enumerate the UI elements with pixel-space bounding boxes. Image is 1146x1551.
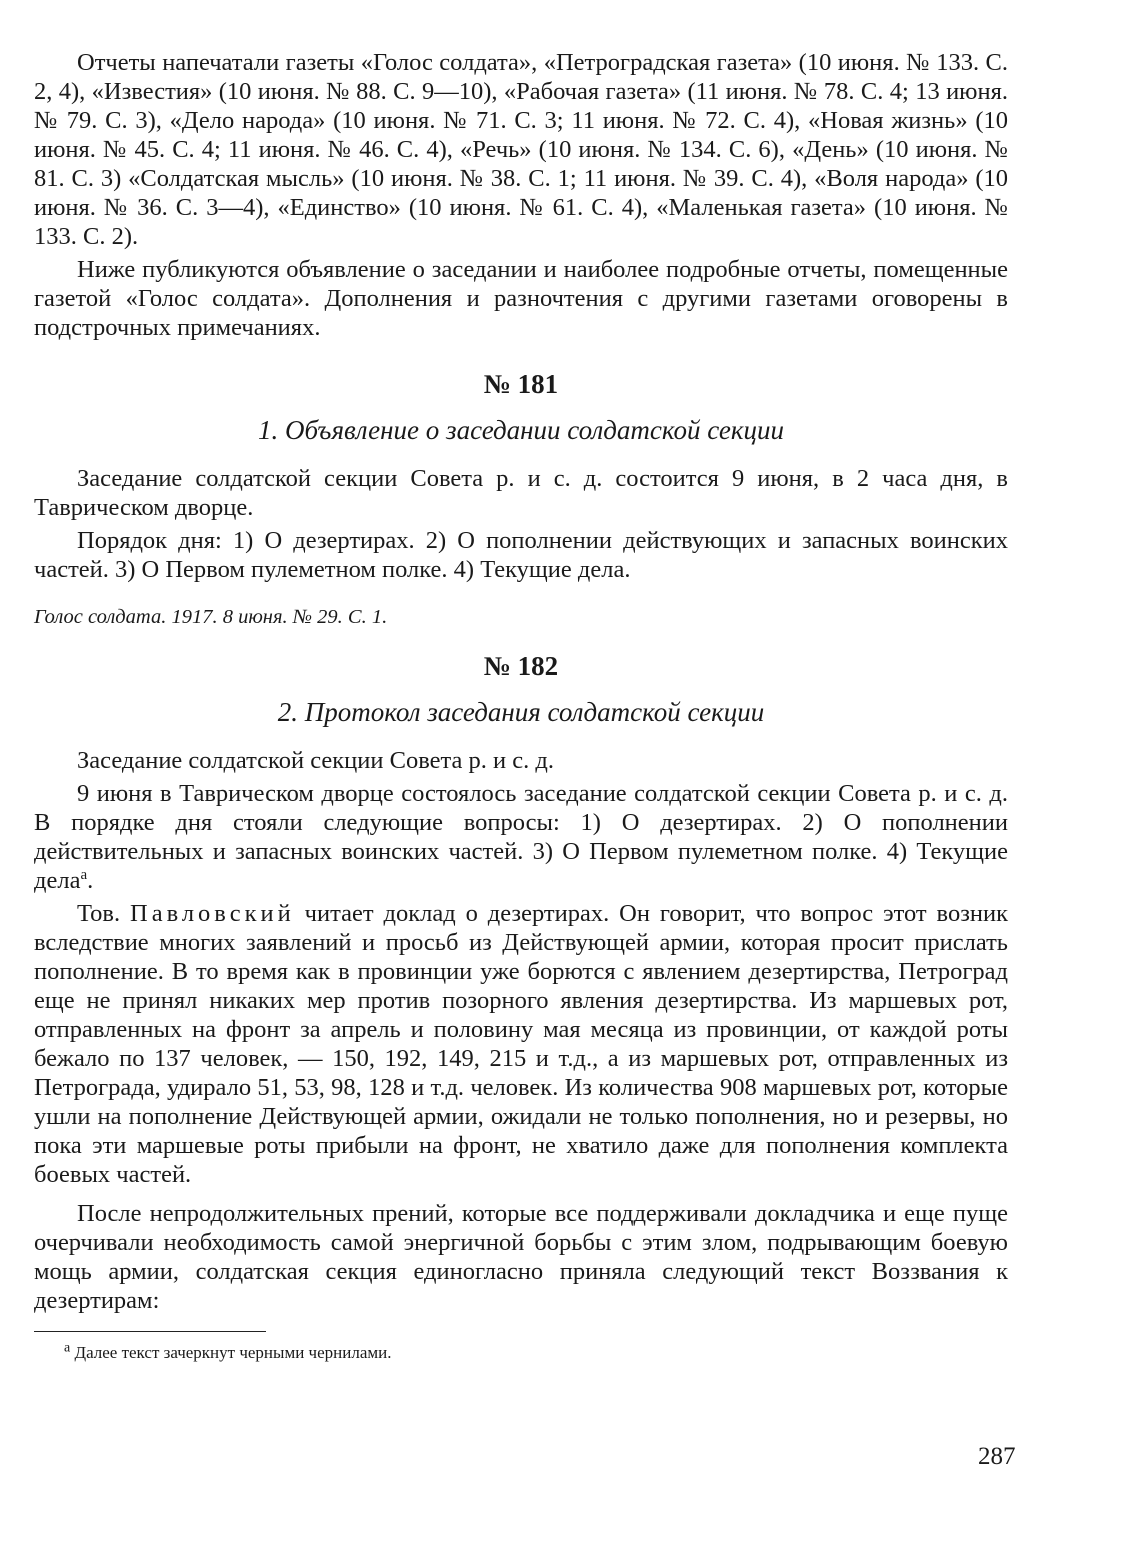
doc-182-paragraph-2: 9 июня в Таврическом дворце состоялось заседание солдатской секции Совета р. и с. д. В порядке дня стояли следующие вопросы: 1) О дезертирах. 2) О пополнении действительных и запасных воинских частей. 3) О Первом пулеметном полке. 4) Текущие дела$^а$. [34, 780, 1008, 894]
doc-182-paragraph-4: После непродолжительных прений, которые все поддерживали докладчика и еще пуще очерчивали необходимость самой энергичной борьбы с этим злом, подрывающим боевую мощь армии, солдатская секция единогласно приняла следующий текст Воззвания к дезертирам: [34, 1200, 1008, 1314]
paragraph-3-rest: читает доклад о дезертирах. Он говорит, что вопрос этот возник вследствие многих заявлений и просьб из Действующей армии, которая просит прислать пополнение. В то время как в провинции уже борются с явлением дезертирства, Петроград еще не принял никаких мер против позорного явления дезертирства. Из маршевых рот, отправленных на фронт за апрель и половину мая месяца из провинции, от каждой роты бежало по 137 человек, — 150, 192, 149, 215 и т.д., а из маршевых рот, отправленных из Петрограда, удирало 51, 53, 98, 128 и т.д. человек. Из количества 908 маршевых рот, которые ушли на пополнение Действующей армии, ожидали не только пополнения, но и резервы, но пока эти маршевые роты прибыли на фронт, не хватило даже для пополнения комплекта боевых частей. [34, 900, 1009, 1188]
doc-181-number: № 181 [483, 369, 559, 399]
doc-182-paragraph-2-text: 9 июня в Таврическом дворце состоялось заседание солдатской секции Совета р. и с. д. В порядке дня стояли следующие вопросы: 1) О дезертирах. 2) О пополнении действительных и запасных воинских частей. 3) О Первом пулеметном полке. 4) Текущие дела [34, 780, 1008, 894]
doc-181-paragraph-1: Заседание солдатской секции Совета р. и с. д. состоится 9 июня, в 2 часа дня, в Таврическом дворце. [34, 465, 1008, 521]
footnote-a [34, 1342, 1008, 1364]
doc-181-title: 1. Объявление о заседании солдатской секции [258, 415, 784, 445]
paragraph-3-prefix: Тов. [77, 900, 121, 927]
footnote-marker: а [64, 1340, 71, 1356]
doc-181-paragraph-2: Порядок дня: 1) О дезертирах. 2) О пополнении действующих и запасных воинских частей. 3) О Первом пулеметном полке. 4) Текущие дела. [34, 527, 1008, 583]
doc-181-source: Голос солдата. 1917. 8 июня. № 29. С. 1. [34, 606, 388, 628]
page-number: 287 [978, 1443, 1016, 1470]
doc-182-number: № 182 [483, 651, 559, 681]
footnote-divider [34, 1331, 266, 1332]
intro-paragraph-1: Отчеты напечатали газеты «Голос солдата», «Петроградская газета» (10 июня. № 133. С. 2, 4), «Известия» (10 июня. № 88. С. 9—10), «Рабочая газета» (11 июня. № 78. С. 4; 13 июня. № 79. С. 3), «Дело народа» (10 июня. № 71. С. 3; 11 июня. № 72. С. 4), «Новая жизнь» (10 июня. № 45. С. 4; 11 июня. № 46. С. 4), «Речь» (10 июня. № 134. С. 6), «День» (10 июня. № 81. С. 3) «Солдатская мысль» (10 июня. № 38. С. 1; 11 июня. № 39. С. 4), «Воля народа» (10 июня. № 36. С. 3—4), «Единство» (10 июня. № 61. С. 4), «Маленькая газета» (10 июня. № 133. С. 2). [34, 49, 1008, 250]
doc-182-paragraph-1: Заседание солдатской секции Совета р. и с. д. [77, 747, 554, 774]
doc-182-title: 2. Протокол заседания солдатской секции [277, 697, 765, 727]
footnote-ref-a: а [80, 866, 88, 883]
footnote-text: Далее текст зачеркнут черными чернилами. [74, 1343, 392, 1362]
speaker-name: Павловский [130, 900, 295, 927]
page-body [34, 48, 1008, 1364]
doc-182-paragraph-3 [34, 899, 1008, 1189]
intro-paragraph-2: Ниже публикуются объявление о заседании и наиболее подробные отчеты, помещенные газетой «Голос солдата». Дополнения и разночтения с другими газетами оговорены в подстрочных примечаниях. [34, 256, 1008, 341]
